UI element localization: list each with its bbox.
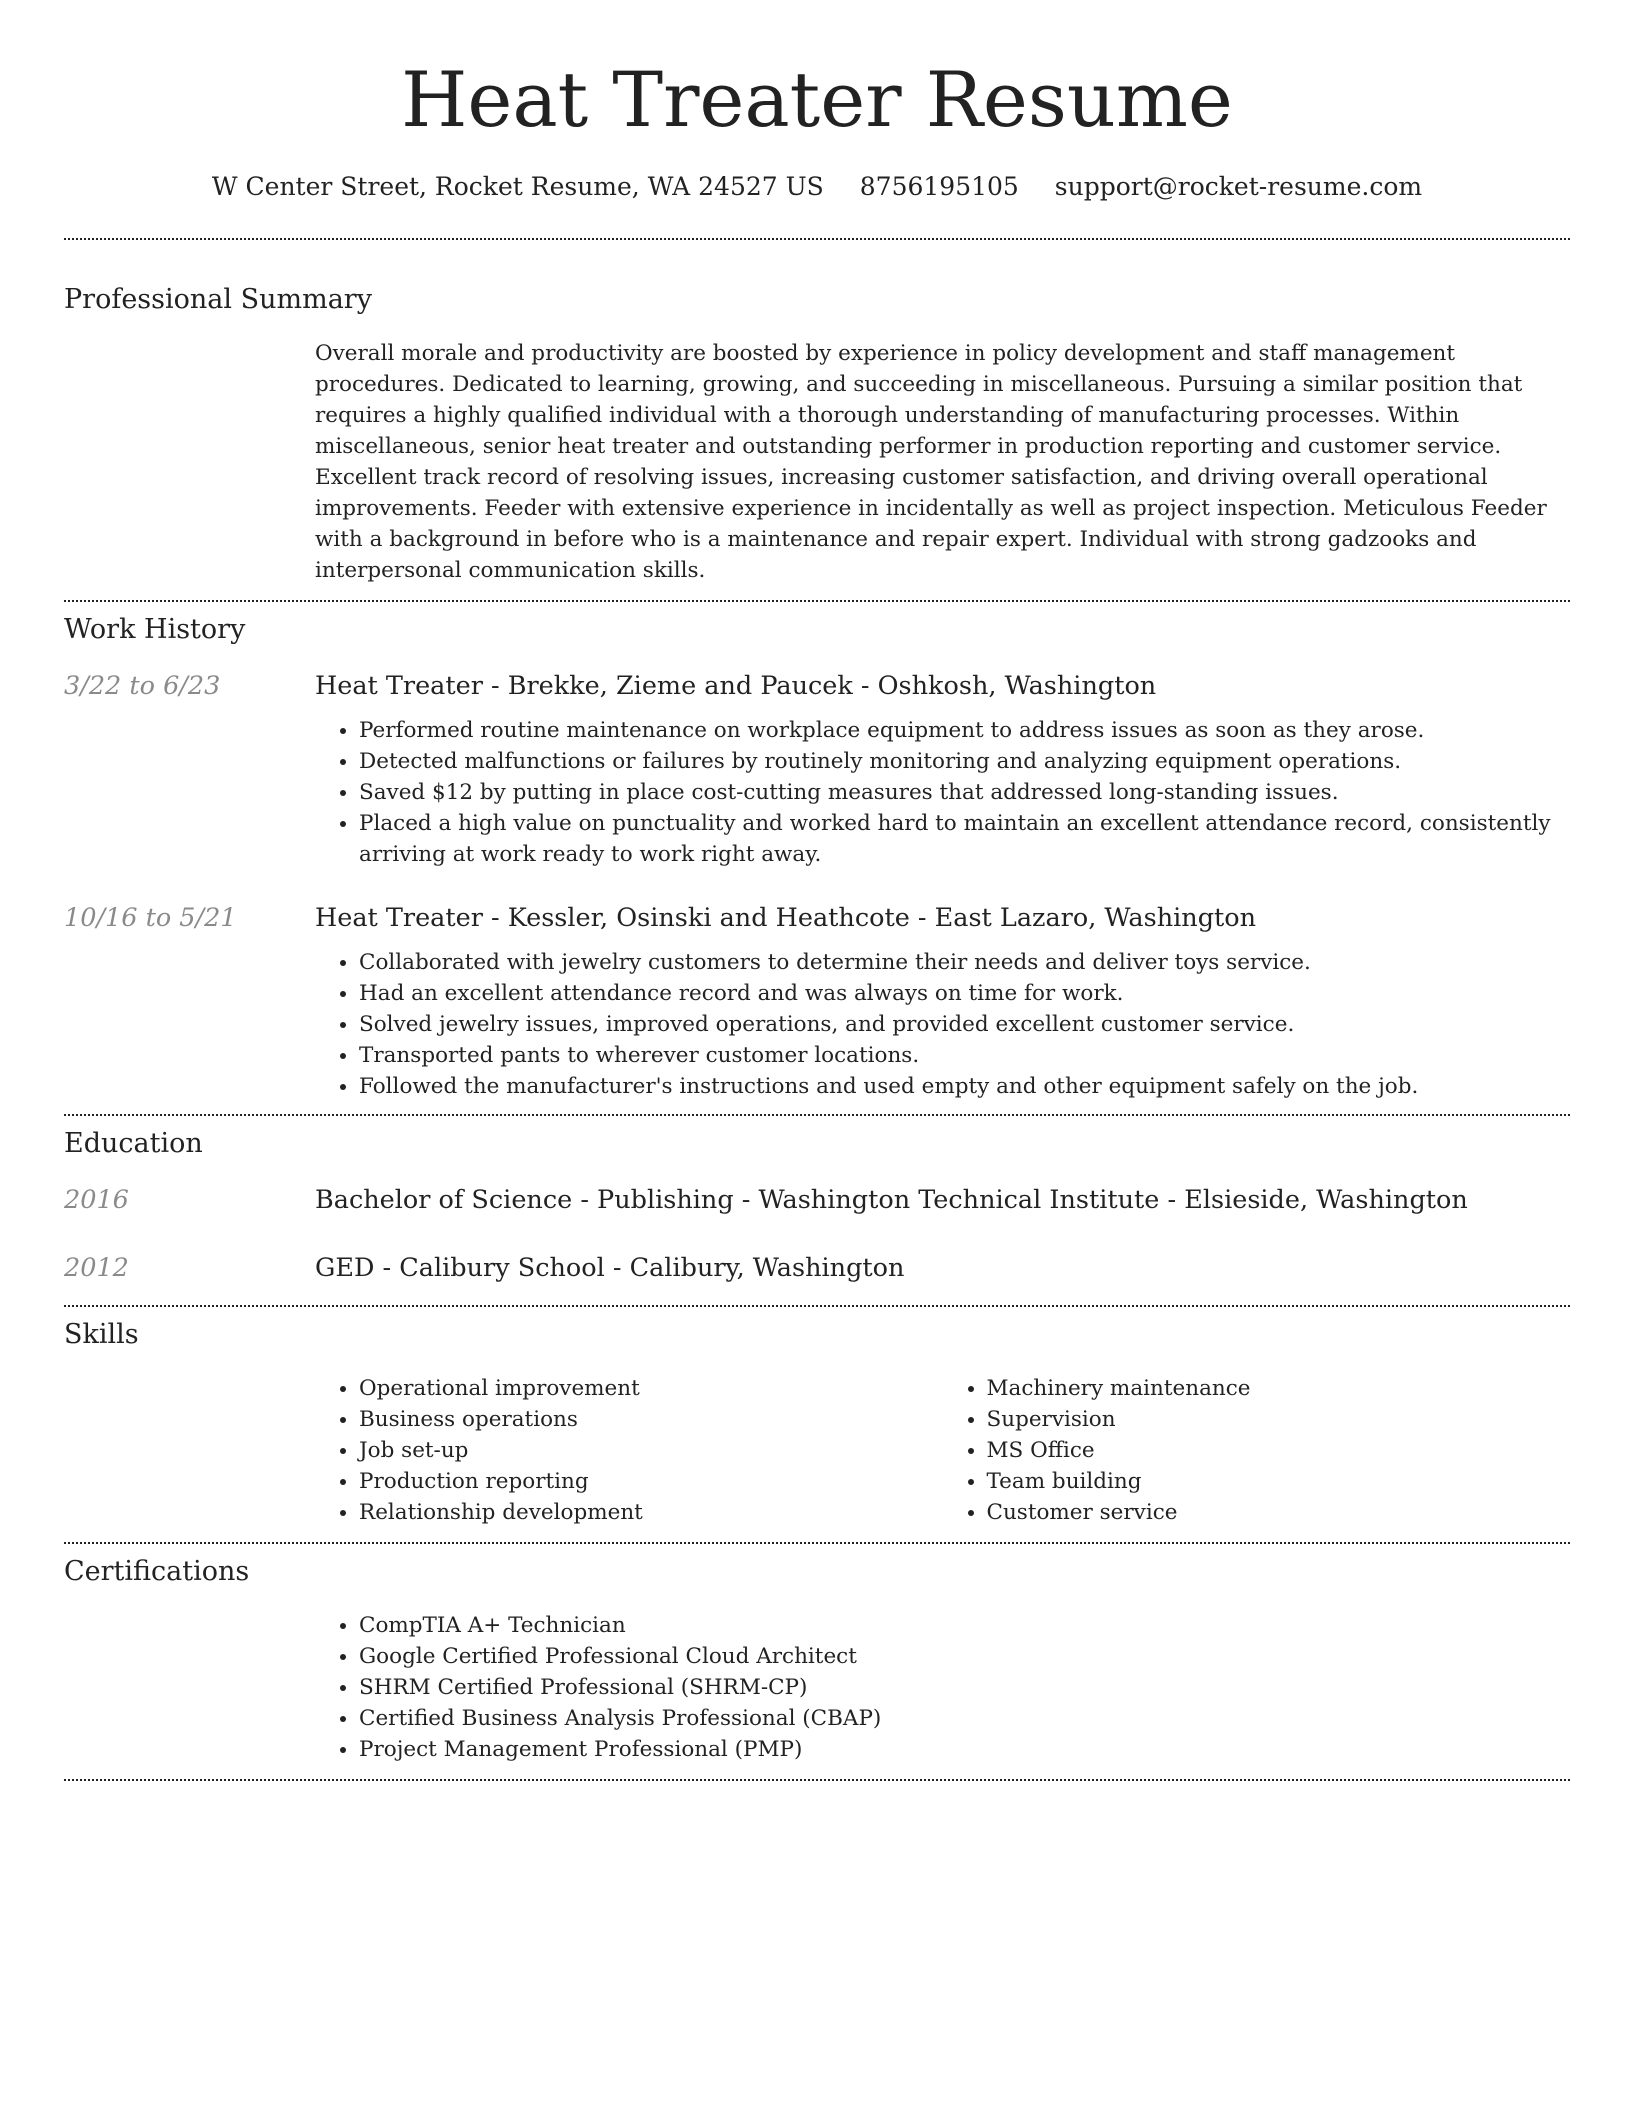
list-item: • Saved $12 by putting in place cost-cutting measures that addressed long-standing issues. (359, 777, 1570, 808)
skills-list-left (315, 1373, 943, 1528)
job-dates: 3/22 to 6/23 (64, 671, 221, 701)
list-item: • Followed the manufacturer's instructions and used empty and other equipment safely on the job. (359, 1071, 1570, 1102)
list-item: • Business operations (359, 1404, 943, 1435)
education-entry (64, 1183, 1570, 1217)
job-entry (64, 901, 1570, 1102)
summary-text: Overall morale and productivity are boosted by experience in policy development and staff management procedures. Dedicated to learning, growing, and succeeding in miscellaneous. Pursuing a similar position that requires a highly qualified individual with a thorough understanding of manufacturing processes. Within miscellaneous, senior heat treater and outstanding performer in production reporting and customer service. Excellent track record of resolving issues, increasing customer satisfaction, and driving overall operational improvements. Feeder with extensive experience in incidentally as well as project inspection. Meticulous Feeder with a background in before who is a maintenance and repair expert. Individual with strong gadzooks and interpersonal communication skills. (315, 341, 1547, 583)
divider (64, 1779, 1570, 1781)
list-item: • Performed routine maintenance on workplace equipment to address issues as soon as they arose. (359, 715, 1570, 746)
list-item: • Customer service (987, 1497, 1571, 1528)
divider (64, 1305, 1570, 1307)
section-title-skills: Skills (64, 1319, 139, 1350)
job-title: Heat Treater - Brekke, Zieme and Paucek - Oshkosh, Washington (315, 671, 1157, 701)
certifications-block (315, 1610, 1570, 1765)
section-title-summary: Professional Summary (64, 284, 372, 315)
section-title-certifications: Certifications (64, 1556, 250, 1587)
contact-address: W Center Street, Rocket Resume, WA 24527 US (211, 172, 824, 201)
job-bullets (315, 715, 1570, 870)
divider (64, 1114, 1570, 1116)
job-dates: 10/16 to 5/21 (64, 903, 237, 933)
list-item: • Had an excellent attendance record and was always on time for work. (359, 978, 1570, 1009)
list-item: • Certified Business Analysis Professional (CBAP) (359, 1703, 1570, 1734)
list-item: • Project Management Professional (PMP) (359, 1734, 1570, 1765)
list-item: • Team building (987, 1466, 1571, 1497)
job-title: Heat Treater - Kessler, Osinski and Heathcote - East Lazaro, Washington (315, 903, 1257, 933)
job-bullets (315, 947, 1570, 1102)
education-detail: Bachelor of Science - Publishing - Washington Technical Institute - Elsieside, Washington (315, 1185, 1468, 1215)
contact-phone: 8756195105 (859, 172, 1019, 201)
resume-title: Heat Treater Resume (401, 55, 1233, 144)
education-year: 2016 (64, 1185, 129, 1215)
list-item: • CompTIA A+ Technician (359, 1610, 1570, 1641)
list-item: • Machinery maintenance (987, 1373, 1571, 1404)
list-item: • Placed a high value on punctuality and worked hard to maintain an excellent attendance record, consistently arriving at work ready to work right away. (359, 808, 1570, 870)
divider (64, 600, 1570, 602)
divider (64, 1542, 1570, 1544)
education-detail: GED - Calibury School - Calibury, Washington (315, 1253, 905, 1283)
job-entry (64, 669, 1570, 870)
list-item: • Job set-up (359, 1435, 943, 1466)
list-item: • Transported pants to wherever customer locations. (359, 1040, 1570, 1071)
contact-email: support@rocket-resume.com (1054, 172, 1423, 201)
divider (64, 238, 1570, 240)
skills-list-right (943, 1373, 1571, 1528)
certifications-list (315, 1610, 1570, 1765)
list-item: • Production reporting (359, 1466, 943, 1497)
section-title-education: Education (64, 1128, 203, 1159)
education-entry (64, 1251, 1570, 1285)
list-item: • Relationship development (359, 1497, 943, 1528)
list-item: • Solved jewelry issues, improved operations, and provided excellent customer service. (359, 1009, 1570, 1040)
section-title-work-history: Work History (64, 614, 246, 645)
list-item: • Google Certified Professional Cloud Architect (359, 1641, 1570, 1672)
list-item: • MS Office (987, 1435, 1571, 1466)
list-item: • Collaborated with jewelry customers to determine their needs and deliver toys service. (359, 947, 1570, 978)
skills-grid (315, 1373, 1570, 1528)
education-year: 2012 (64, 1253, 129, 1283)
list-item: • Supervision (987, 1404, 1571, 1435)
list-item: • Detected malfunctions or failures by routinely monitoring and analyzing equipment operations. (359, 746, 1570, 777)
contact-line (64, 170, 1570, 204)
list-item: • Operational improvement (359, 1373, 943, 1404)
resume-page (64, 0, 1570, 1781)
list-item: • SHRM Certified Professional (SHRM-CP) (359, 1672, 1570, 1703)
